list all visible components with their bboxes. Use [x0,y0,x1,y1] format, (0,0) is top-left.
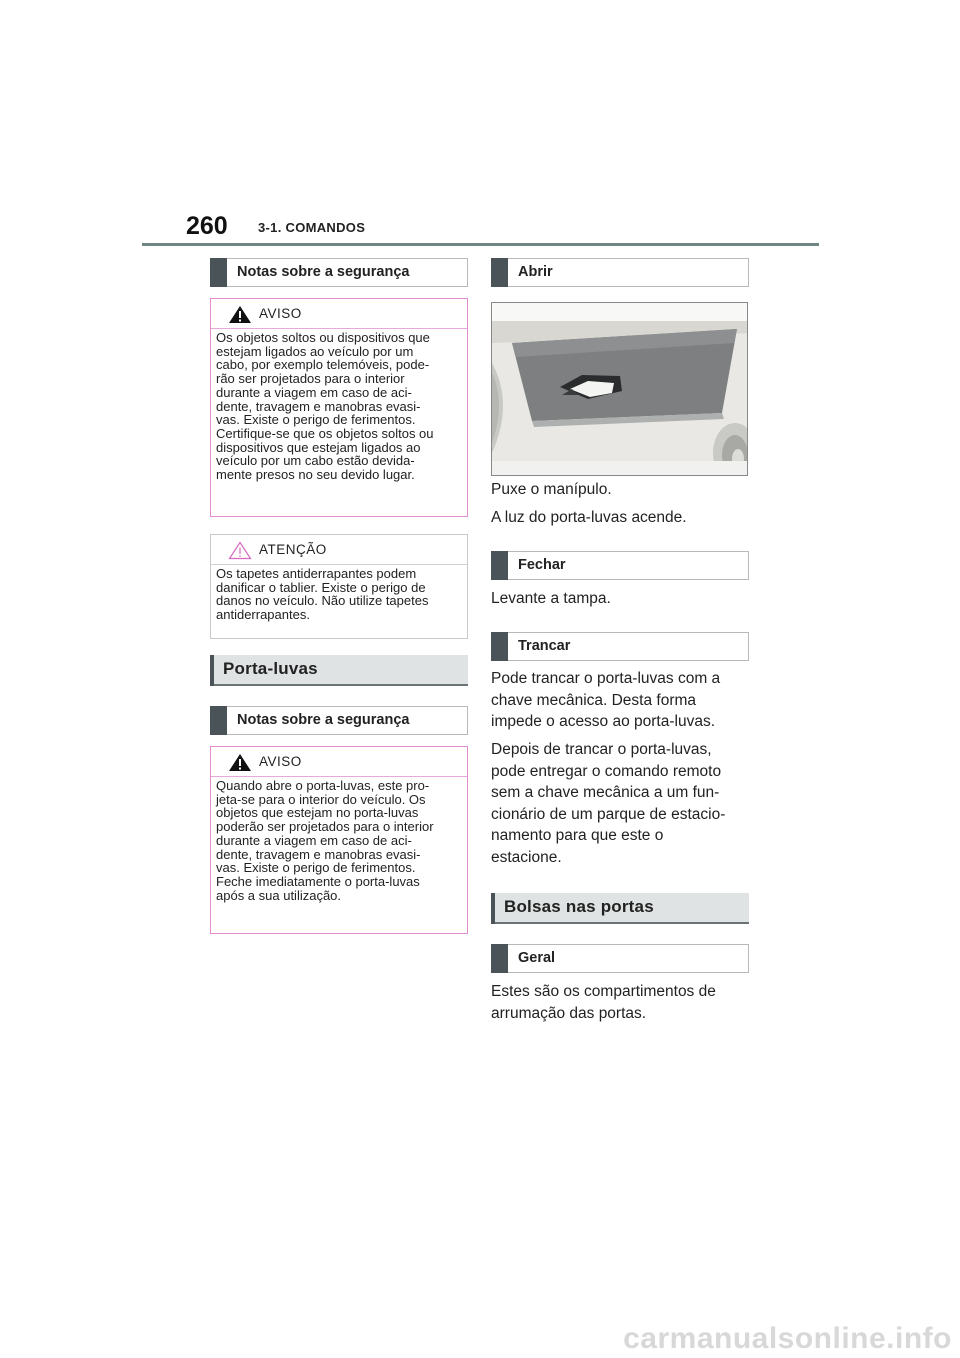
safety-notes-heading [210,258,468,287]
chapter-title: 3-1. COMANDOS [258,220,366,235]
lock-heading-label: Trancar [518,638,571,654]
section-bar [491,893,495,924]
glovebox-section-label: Porta-luvas [223,659,318,678]
open-instruction-1: Puxe o manípulo. [491,481,612,498]
safety-notes-heading-2 [210,706,468,735]
heading-bar [491,944,508,973]
lock-paragraph-1: Pode trancar o porta-luvas com a chave mecânica. Desta forma impede o acesso ao porta-luvas. [491,670,721,730]
warning-2-text: Quando abre o porta-luvas, este pro- jeta-se para o interior do veículo. Os objetos que estejam no porta-luvas poderão ser projetados para o interior durante a viagem em caso de aci- dente, travagem e manobras evasi- vas. Existe o perigo de ferimentos. Feche imediatamente o porta-luvas após a sua utilização. [216,778,434,903]
warning-box-2-title [211,747,467,777]
close-heading-label: Fechar [518,557,566,573]
heading-bar [491,632,508,661]
page-number: 260 [186,212,228,240]
warning-box-title [211,299,467,329]
close-heading [491,551,749,580]
caution-triangle-icon [228,541,252,560]
safety-notes-heading-label: Notas sobre a segurança [237,264,410,280]
general-heading [491,944,749,973]
header-divider [142,243,819,246]
caution-box [210,534,468,639]
heading-bar [491,258,508,287]
warning-triangle-icon [228,753,252,772]
lock-heading [491,632,749,661]
warning-label: AVISO [259,306,302,321]
door-pockets-section-heading [491,893,749,924]
glovebox-section-heading [210,655,468,686]
warning-box-2 [210,746,468,934]
heading-bar [491,551,508,580]
watermark: carmanualsonline.info [623,1322,952,1355]
heading-bar [210,706,227,735]
warning-box [210,298,468,517]
warning-text: Os objetos soltos ou dispositivos que estejam ligados ao veículo por um cabo, por exemplo telemóveis, pode- rão ser projetados para o interior durante a viagem em caso de aci- dente, travagem e manobras evasi- vas. Existe o perigo de ferimentos. Certifique-se que os objetos soltos ou dispositivos que estejam ligados ao veículo por um cabo estão devida- mente presos no seu devido lugar. [216,330,434,483]
glovebox-photo [491,302,748,476]
open-heading [491,258,749,287]
caution-box-title [211,535,467,565]
safety-notes-heading-2-label: Notas sobre a segurança [237,712,410,728]
door-pockets-section-label: Bolsas nas portas [504,897,654,916]
general-paragraph: Estes são os compartimentos de arrumação das portas. [491,983,716,1022]
glovebox-handle-image [492,303,748,476]
caution-text: Os tapetes antiderrapantes podem danificar o tablier. Existe o perigo de danos no veículo. Não utilize tapetes antiderrapantes. [216,566,429,623]
open-instruction-2: A luz do porta-luvas acende. [491,509,687,526]
open-heading-label: Abrir [518,264,553,280]
heading-bar [210,258,227,287]
warning-triangle-icon [228,305,252,324]
caution-label: ATENÇÃO [259,542,327,557]
section-bar [210,655,214,686]
warning-2-label: AVISO [259,754,302,769]
general-heading-label: Geral [518,950,556,966]
lock-paragraph-2: Depois de trancar o porta-luvas, pode entregar o comando remoto sem a chave mecânica a um fun- cionário de um parque de estacio- namento para que este o estacione. [491,741,726,866]
close-instruction: Levante a tampa. [491,590,611,607]
